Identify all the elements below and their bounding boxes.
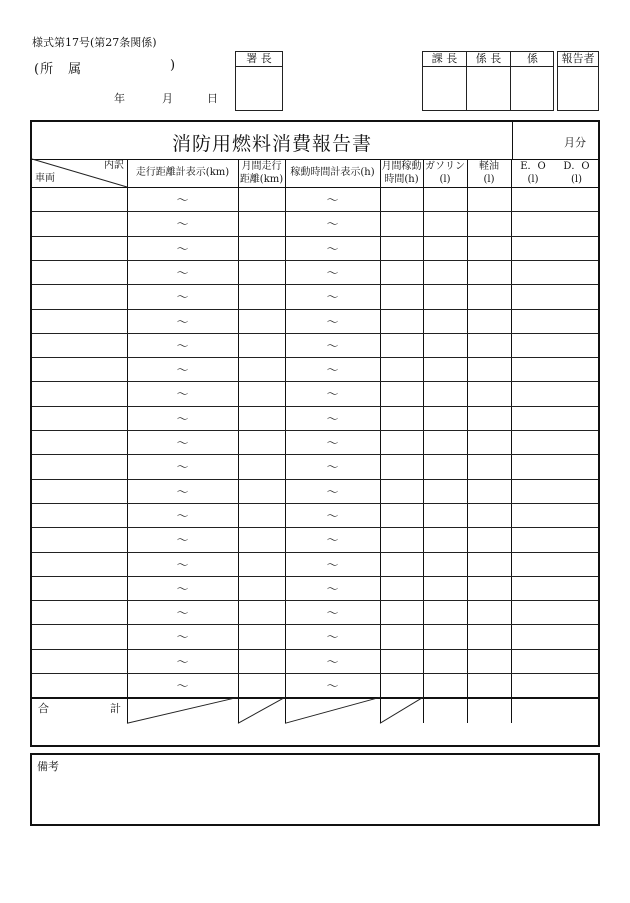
range-mark[interactable]: 〜 [176, 314, 189, 329]
header-monthly-hours-line2: 時間(h) [384, 174, 419, 185]
range-mark[interactable]: 〜 [326, 363, 339, 378]
header-monthly-distance-line2: 距離(km) [239, 174, 284, 185]
date-day-label: 日 [207, 92, 218, 105]
header-diesel-oil-line1: D．O [563, 161, 590, 172]
range-mark[interactable]: 〜 [326, 436, 339, 450]
report-period: 月分 [564, 136, 586, 149]
header-hour-meter-line1: 稼動時間計表示(h) [290, 167, 375, 178]
range-mark[interactable]: 〜 [176, 581, 189, 596]
range-mark[interactable]: 〜 [326, 533, 339, 548]
range-mark[interactable]: 〜 [326, 290, 339, 305]
range-mark[interactable]: 〜 [326, 484, 339, 499]
totals-diagonal [285, 697, 380, 723]
subsection-chief-label: 係 長 [475, 52, 502, 65]
range-mark[interactable]: 〜 [326, 606, 339, 621]
approval-stamp-group[interactable] [422, 51, 554, 111]
header-gasoline-line1: ガソリン [425, 161, 465, 172]
range-mark[interactable]: 〜 [326, 581, 339, 596]
range-mark[interactable]: 〜 [326, 314, 339, 329]
header-engine-oil-line1: E．O [520, 161, 546, 172]
range-mark[interactable]: 〜 [326, 460, 339, 475]
totals-diagonal [380, 697, 423, 723]
chief-stamp-box[interactable] [235, 51, 283, 111]
header-odometer-line1: 走行距離計表示(km) [135, 167, 230, 178]
fuel-report-table [30, 120, 600, 747]
range-mark[interactable]: 〜 [176, 557, 189, 572]
range-mark[interactable]: 〜 [176, 679, 189, 693]
date-month-label: 月 [162, 92, 173, 105]
totals-label-left: 合 [38, 702, 49, 716]
range-mark[interactable]: 〜 [176, 630, 189, 645]
form-number: 様式第17号(第27条関係) [32, 36, 157, 49]
range-mark[interactable]: 〜 [176, 411, 189, 426]
staff-label: 係 [527, 52, 538, 65]
date-year-label: 年 [114, 92, 125, 105]
header-light-oil-line2: (l) [483, 174, 495, 185]
range-mark[interactable]: 〜 [176, 265, 189, 280]
range-mark[interactable]: 〜 [326, 193, 339, 207]
range-mark[interactable]: 〜 [326, 241, 339, 256]
header-engine-oil-line2: (l) [527, 174, 539, 185]
totals-label-right: 計 [110, 702, 121, 716]
range-mark[interactable]: 〜 [326, 508, 339, 523]
diagonal-strokes [32, 122, 598, 723]
range-mark[interactable]: 〜 [176, 290, 189, 305]
affiliation-field[interactable] [34, 58, 177, 77]
range-mark[interactable]: 〜 [326, 654, 339, 669]
range-mark[interactable]: 〜 [176, 387, 189, 402]
range-mark[interactable]: 〜 [176, 460, 189, 475]
range-mark[interactable]: 〜 [176, 363, 189, 378]
range-mark[interactable]: 〜 [326, 265, 339, 280]
range-mark[interactable]: 〜 [176, 654, 189, 669]
remarks-box[interactable] [30, 753, 600, 826]
range-mark[interactable]: 〜 [326, 679, 339, 693]
header-light-oil-line1: 軽油 [479, 161, 499, 172]
reporter-stamp-box[interactable] [557, 51, 599, 111]
range-mark[interactable]: 〜 [326, 557, 339, 572]
header-diesel-oil-line2: (l) [570, 174, 582, 185]
range-mark[interactable]: 〜 [176, 338, 189, 353]
chief-label: 署 長 [236, 52, 282, 67]
header-vehicle-label: 車両 [35, 173, 55, 184]
header-gasoline-line2: (l) [439, 174, 451, 185]
range-mark[interactable]: 〜 [176, 217, 189, 232]
range-mark[interactable]: 〜 [326, 217, 339, 232]
section-chief-label: 課 長 [431, 52, 458, 65]
range-mark[interactable]: 〜 [326, 338, 339, 353]
range-mark[interactable]: 〜 [176, 484, 189, 499]
header-item-label: 内訳 [104, 160, 124, 171]
header-monthly-hours-line1: 月間稼動 [381, 161, 422, 172]
range-mark[interactable]: 〜 [176, 606, 189, 621]
header-diagonal [32, 159, 127, 187]
affiliation-close: ) [170, 58, 177, 73]
range-mark[interactable]: 〜 [326, 411, 339, 426]
range-mark[interactable]: 〜 [176, 241, 189, 256]
report-title: 消防用燃料消費報告書 [171, 133, 372, 155]
header-monthly-distance-line1: 月間走行 [241, 161, 282, 172]
totals-diagonal [127, 697, 238, 723]
totals-diagonal [238, 697, 285, 723]
range-mark[interactable]: 〜 [326, 630, 339, 645]
affiliation-label: (所 属 [34, 62, 83, 77]
range-mark[interactable]: 〜 [176, 508, 189, 523]
range-mark[interactable]: 〜 [176, 193, 189, 207]
range-mark[interactable]: 〜 [176, 436, 189, 450]
remarks-label: 備考 [37, 760, 59, 773]
reporter-label: 報告者 [558, 52, 598, 67]
range-mark[interactable]: 〜 [326, 387, 339, 402]
range-mark[interactable]: 〜 [176, 533, 189, 548]
